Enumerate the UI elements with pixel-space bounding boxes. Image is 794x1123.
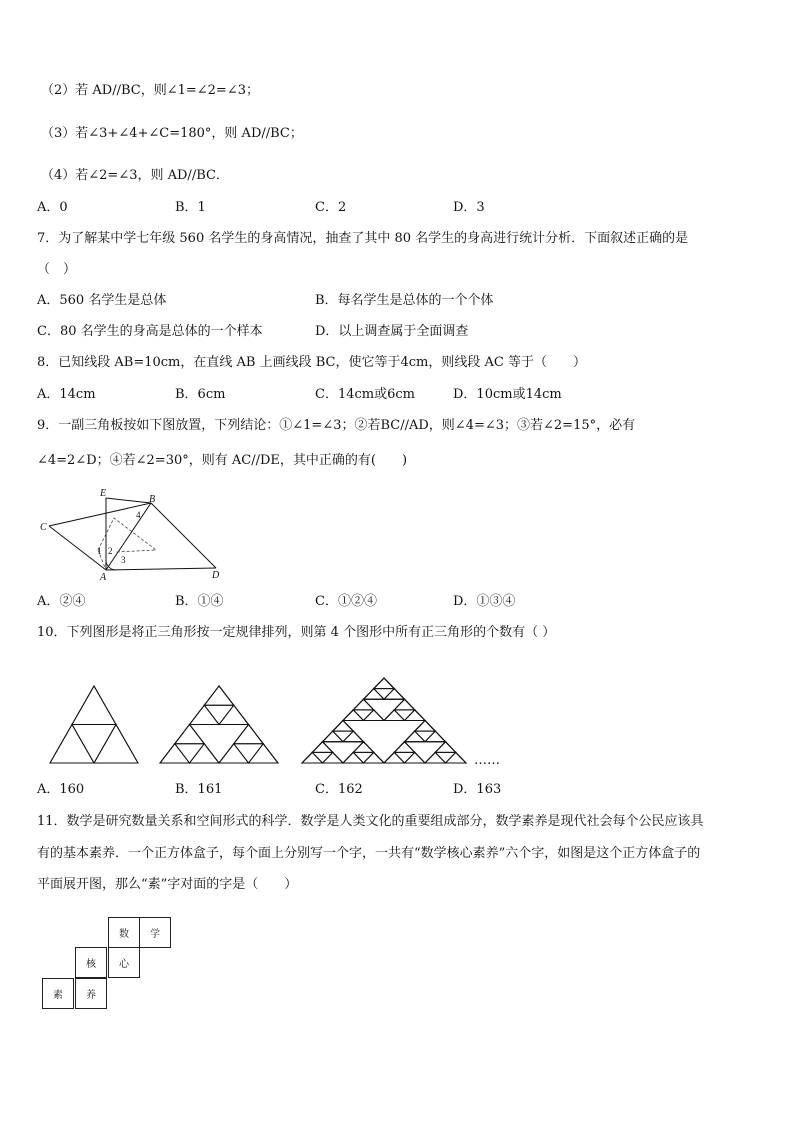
q8-option-a: A．14cm [37,387,96,402]
triangle-edge [302,752,323,763]
triangle-edge [94,725,138,764]
triangle-edge [384,752,405,763]
q7-option-c: C．80 名学生的身高是总体的一个样本 [37,324,263,339]
q7-option-b: B．每名学生是总体的一个个体 [315,293,494,308]
triangle-edge [190,705,220,724]
q10-triangle-sequence [40,678,520,768]
q8-text: 8．已知线段 AB=10cm，在直线 AB 上画线段 BC，使它等于4cm，则线段 AC 等于（ ） [37,355,586,370]
q10-ellipsis: …… [474,753,500,768]
triangle-edge [405,752,426,763]
triangle-edge [204,686,234,705]
triangle-edge [364,710,385,721]
triangle-edge [374,689,395,700]
angle-2-label: 2 [108,546,113,556]
label-c: C [40,522,47,533]
triangle-edge [353,699,374,710]
q10-figure-1 [50,686,138,763]
label-e: E [100,488,107,499]
triangle-edge [234,725,264,744]
segment-eb [106,498,151,503]
triangle-edge [384,689,405,700]
triangle-edge [323,731,344,742]
q10-text: 10．下列图形是将正三角形按一定规律排列，则第 4 个图形中所有正三角形的个数有（ ） [37,625,556,640]
triangle-edge [219,744,249,763]
q11-text-line2: 有的基本素养．一个正方体盒子，每个面上分别写一个字，一共有“数学核心素养”六个字，如图是这个正方体盒子的 [37,846,701,861]
label-a: A [100,572,107,583]
q9-text-line1: 9．一副三角板按如下图放置，下列结论：①∠1=∠3；②若BC//AD，则∠4=∠3；③若∠2=15°，必有 [37,418,636,433]
triangle-edge [175,725,205,744]
q10-figure-3 [302,678,466,763]
triangle-edge [175,744,205,763]
net-cell-he: 核 [75,947,107,978]
triangle-edge [323,752,344,763]
segment-ad [106,568,216,570]
label-b: B [149,494,156,505]
q11-text-line3: 平面展开图，那么“素”字对面的字是（ ） [37,877,298,892]
q9-option-c: C．①②④ [315,594,377,609]
triangle-edge [353,752,374,763]
triangle-edge [234,744,264,763]
q10-figure-2 [160,686,278,763]
triangle-edge [415,731,436,742]
triangle-edge [405,710,426,721]
angle-4-label: 4 [136,510,141,520]
dashed-inner-shape [98,518,156,552]
angle-3-label: 3 [121,555,126,565]
q9-option-b: B．①④ [175,594,224,609]
triangle-edge [353,742,374,753]
triangle-edge [425,752,446,763]
q8-option-d: D．10cm或14cm [453,387,562,402]
triangle-edge [204,705,234,724]
q7-paren: （ ） [37,262,77,277]
triangle-edge [72,725,116,764]
triangle-edge [72,686,116,725]
triangle-edge [405,731,426,742]
net-cell-xin: 心 [108,947,140,978]
q9-option-d: D．①③④ [453,594,516,609]
q8-option-c: C．14cm或6cm [315,387,415,402]
q6-option-a: A．0 [37,200,68,215]
q9-triangle-figure [36,488,226,583]
triangle-edge [333,721,354,732]
triangle-edge [415,721,436,732]
segment-ab [106,503,151,570]
triangle-edge [435,742,456,753]
q10-option-c: C．162 [315,782,363,797]
triangle-edge [219,705,249,724]
triangle-edge [343,752,364,763]
triangle-edge [50,725,94,764]
triangle-edge [446,752,467,763]
q6-statement-4: （4）若∠2=∠3，则 AD//BC． [41,168,229,183]
triangle-edge [394,710,415,721]
label-d: D [212,570,220,581]
triangle-edge [394,742,415,753]
triangle-edge [343,731,364,742]
net-cell-su: 素 [42,978,74,1009]
segment-bd [151,503,216,568]
triangle-edge [374,678,395,689]
triangle-edge [312,752,333,763]
q10-option-d: D．163 [453,782,502,797]
triangle-edge [249,744,279,763]
triangle-edge [312,742,333,753]
q6-option-b: B．1 [175,200,206,215]
net-cell-yang: 养 [75,978,107,1009]
triangle-edge [435,752,456,763]
triangle-edge [364,752,385,763]
triangle-edge [425,731,446,742]
triangle-edge [353,710,374,721]
net-cell-shu: 数 [108,917,140,948]
q11-text-line1: 11．数学是研究数量关系和空间形式的科学．数学是人类文化的重要组成部分，数学素养是现代社会每个公民应该具 [37,814,704,829]
triangle-edge [343,710,364,721]
q7-text: 7．为了解某中学七年级 560 名学生的身高情况，抽查了其中 80 名学生的身高进行统计分析．下面叙述正确的是 [37,231,689,246]
angle-1-label: 1 [97,546,102,556]
q7-option-d: D．以上调查属于全面调查 [315,324,469,339]
q10-option-b: B．161 [175,782,223,797]
triangle-edge [384,710,405,721]
triangle-edge [394,752,415,763]
q6-option-d: D．3 [453,200,485,215]
triangle-edge [364,689,385,700]
triangle-edge [333,731,354,742]
q8-option-b: B．6cm [175,387,226,402]
q7-option-a: A．560 名学生是总体 [37,293,167,308]
q6-statement-3: （3）若∠3+∠4+∠C=180°，则 AD//BC； [41,126,303,141]
triangle-edge [190,744,220,763]
q9-text-line2: ∠4=2∠D；④若∠2=30°，则有 AC//DE，其中正确的有( ) [37,453,408,468]
triangle-edge [394,699,415,710]
q6-statement-2: （2）若 AD//BC，则∠1=∠2=∠3； [41,83,259,98]
net-cell-xue: 学 [139,917,171,948]
q6-option-c: C．2 [315,200,347,215]
q10-option-a: A．160 [37,782,85,797]
triangle-edge [160,744,190,763]
q9-option-a: A．②④ [37,594,86,609]
